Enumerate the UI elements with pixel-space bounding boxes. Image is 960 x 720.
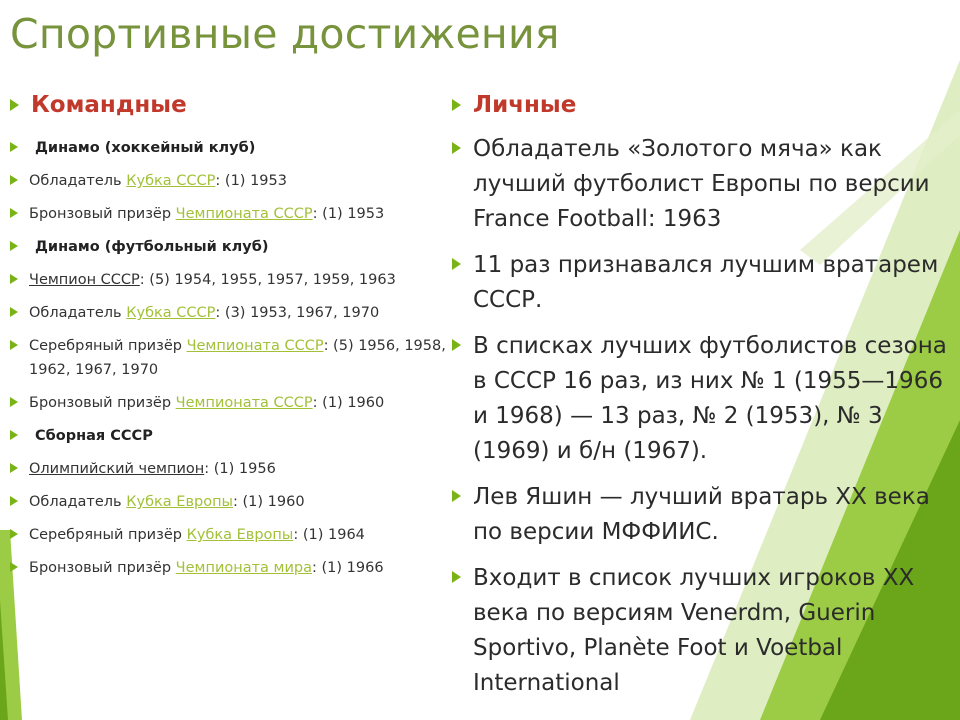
item-prefix: Обладатель — [29, 305, 127, 321]
list-item — [10, 169, 455, 193]
list-item — [452, 329, 947, 469]
list-item — [452, 132, 947, 237]
list-item-text — [29, 169, 287, 193]
team-heading — [10, 88, 455, 122]
bullet-arrow-icon — [452, 339, 461, 351]
list-item-text — [29, 202, 384, 226]
item-prefix: Бронзовый призёр — [29, 560, 176, 576]
list-item — [10, 301, 455, 325]
list-item-text — [29, 301, 379, 325]
item-suffix: : (1) 1966 — [312, 560, 384, 576]
item-suffix: : (1) 1960 — [233, 494, 305, 510]
list-item — [452, 561, 947, 701]
item-suffix: : (1) 1964 — [293, 527, 365, 543]
bullet-arrow-icon — [10, 99, 19, 111]
list-item — [10, 391, 455, 415]
item-prefix: Обладатель — [29, 494, 127, 510]
achievement-link[interactable]: Чемпион СССР — [29, 272, 140, 288]
list-item — [10, 334, 455, 382]
achievement-link[interactable]: Олимпийский чемпион — [29, 461, 205, 477]
list-item-text — [29, 523, 365, 547]
list-item-text — [29, 334, 455, 382]
bullet-arrow-icon — [452, 142, 461, 154]
item-suffix: : (1) 1953 — [312, 206, 385, 222]
bullet-arrow-icon — [10, 307, 18, 317]
item-suffix: : (1) 1956 — [204, 461, 276, 477]
list-item-text: Динамо (футбольный клуб) — [35, 239, 269, 255]
bullet-arrow-icon — [10, 397, 18, 407]
bullet-arrow-icon — [10, 463, 18, 473]
list-item-text: В списках лучших футболистов сезона в СССР 16 раз, из них № 1 (1955—1966 и 1968) — 13 раз, № 2 (1953), № 3 (1969) и б/н (1967). — [473, 333, 947, 464]
list-item — [10, 202, 455, 226]
item-suffix: : (1) 1953 — [215, 173, 287, 189]
item-suffix: : (5) 1954, 1955, 1957, 1959, 1963 — [139, 272, 396, 288]
list-item-text — [29, 457, 276, 481]
bullet-arrow-icon — [10, 430, 18, 440]
list-item — [452, 248, 947, 318]
bullet-arrow-icon — [10, 340, 18, 350]
personal-achievements-list — [452, 132, 947, 701]
bullet-arrow-icon — [452, 258, 461, 270]
personal-heading — [452, 88, 947, 122]
achievement-link[interactable]: Чемпионата СССР — [175, 206, 313, 222]
item-prefix: Серебряный призёр — [29, 527, 187, 543]
team-achievements-column — [10, 88, 455, 589]
item-prefix: Бронзовый призёр — [29, 395, 176, 411]
bullet-arrow-icon — [10, 562, 18, 572]
list-item-text — [29, 268, 396, 292]
list-item-text — [29, 556, 384, 580]
list-item — [10, 556, 455, 580]
achievement-link[interactable]: Чемпионата СССР — [175, 395, 313, 411]
team-achievements-list — [10, 136, 455, 580]
list-item — [10, 490, 455, 514]
personal-heading-label: Личные — [473, 92, 577, 118]
list-item — [10, 457, 455, 481]
bullet-arrow-icon — [10, 175, 18, 185]
bullet-arrow-icon — [10, 529, 18, 539]
bullet-arrow-icon — [10, 274, 18, 284]
personal-achievements-column — [452, 88, 947, 712]
list-item-text — [29, 490, 305, 514]
list-item — [10, 523, 455, 547]
achievement-link[interactable]: Чемпионата СССР — [186, 338, 324, 354]
team-subheading — [10, 235, 455, 259]
bullet-arrow-icon — [10, 142, 18, 152]
bullet-arrow-icon — [10, 208, 18, 218]
list-item-text: Лев Яшин — лучший вратарь XX века по версии МФФИИС. — [473, 484, 930, 545]
achievement-link[interactable]: Чемпионата мира — [175, 560, 313, 576]
item-prefix: Серебряный призёр — [29, 338, 187, 354]
bullet-arrow-icon — [10, 241, 18, 251]
item-prefix: Бронзовый призёр — [29, 206, 176, 222]
achievement-link[interactable]: Кубка Европы — [186, 527, 294, 543]
list-item — [10, 268, 455, 292]
bullet-arrow-icon — [452, 99, 461, 111]
item-suffix: : (1) 1960 — [312, 395, 385, 411]
item-suffix: : (5) 1956, 1958, 1962, 1967, 1970 — [29, 338, 446, 378]
slide-title: Спортивные достижения — [10, 10, 560, 58]
list-item-text: Обладатель «Золотого мяча» как лучший футболист Европы по версии France Football: 1963 — [473, 136, 930, 232]
list-item-text: Сборная СССР — [35, 428, 153, 444]
bullet-arrow-icon — [10, 496, 18, 506]
achievement-link[interactable]: Кубка СССР — [126, 173, 216, 189]
bullet-arrow-icon — [452, 490, 461, 502]
achievement-link[interactable]: Кубка Европы — [126, 494, 234, 510]
item-prefix: Обладатель — [29, 173, 127, 189]
item-suffix: : (3) 1953, 1967, 1970 — [215, 305, 380, 321]
list-item-text — [29, 391, 384, 415]
team-heading-label: Командные — [31, 92, 187, 118]
list-item-text: 11 раз признавался лучшим вратарем СССР. — [473, 252, 939, 313]
team-subheading — [10, 136, 455, 160]
achievement-link[interactable]: Кубка СССР — [126, 305, 216, 321]
bullet-arrow-icon — [452, 571, 461, 583]
team-subheading — [10, 424, 455, 448]
list-item — [452, 480, 947, 550]
list-item-text: Динамо (хоккейный клуб) — [35, 140, 256, 156]
list-item-text: Входит в список лучших игроков XX века по версиям Venerdm, Guerin Sportivo, Planète Foot и Voetbal International — [473, 565, 915, 696]
